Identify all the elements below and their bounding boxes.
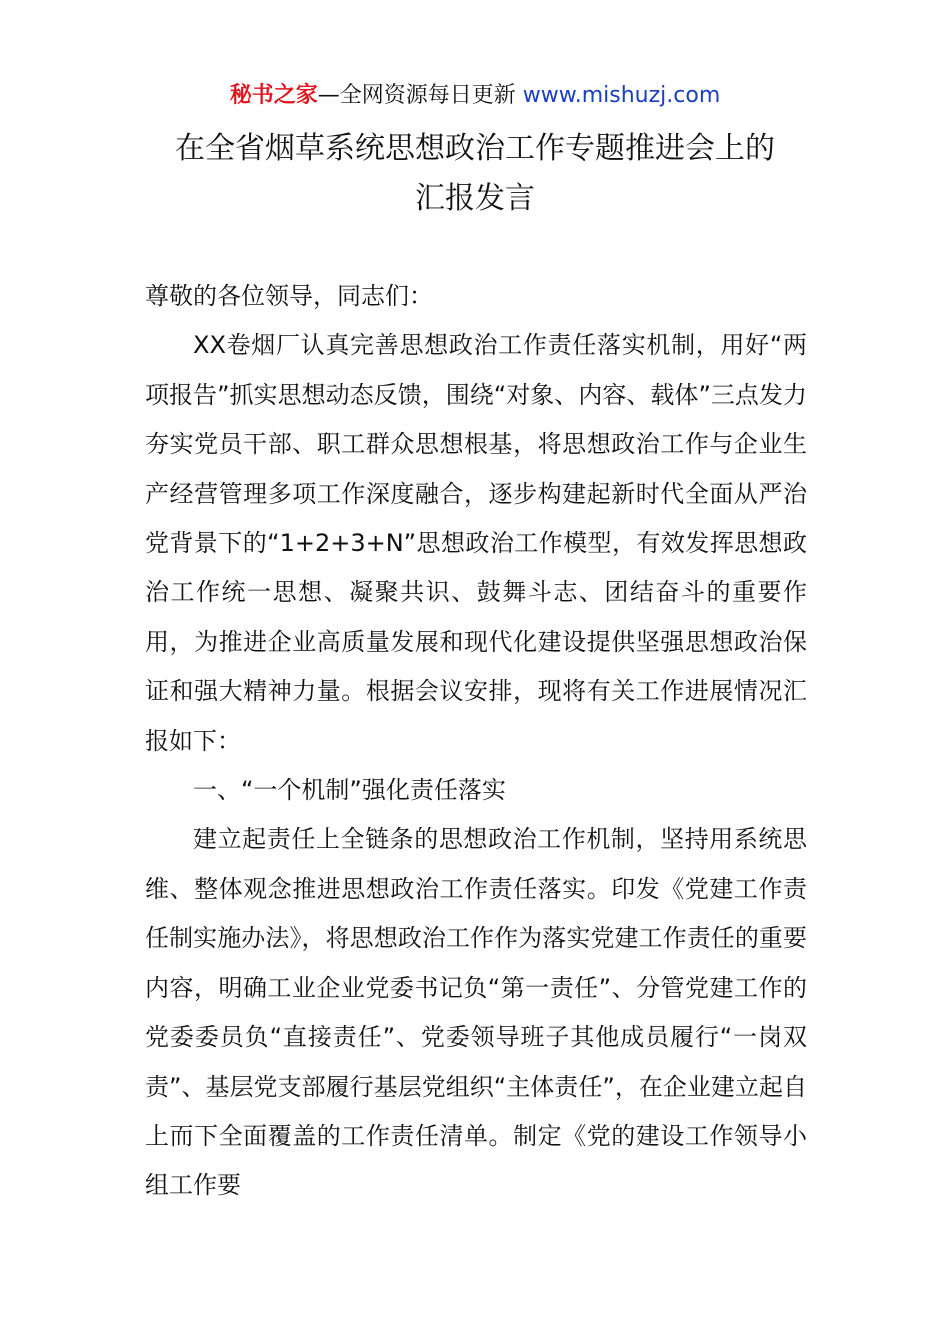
document-title	[0, 124, 950, 224]
document-body	[145, 272, 807, 1211]
banner-slogan: —全网资源每日更新	[317, 83, 516, 108]
site-banner	[0, 80, 950, 112]
salutation: 尊敬的各位领导，同志们：	[145, 282, 433, 310]
paragraph-intro: XX卷烟厂认真完善思想政治工作责任落实机制，用好“两项报告”抓实思想动态反馈，围绕“对象、内容、载体”三点发力夯实党员干部、职工群众思想根基，将思想政治工作与企业生产经营管理多项工作深度融合，逐步构建起新时代全面从严治党背景下的“1+2+3+N”思想政治工作模型，有效发挥思想政治工作统一思想、凝聚共识、鼓舞斗志、团结奋斗的重要作用，为推进企业高质量发展和现代化建设提供坚强思想政治保证和强大精神力量。根据会议安排，现将有关工作进展情况汇报如下：	[145, 331, 807, 755]
section-heading-1: 一、“一个机制”强化责任落实	[193, 776, 506, 805]
title-line-2: 汇报发言	[415, 181, 535, 216]
paragraph-mechanism: 建立起责任上全链条的思想政治工作机制，坚持用系统思维、整体观念推进思想政治工作责任落实。印发《党建工作责任制实施办法》，将思想政治工作作为落实党建工作责任的重要内容，明确工业企业党委书记负“第一责任”、分管党建工作的党委委员负“直接责任”、党委领导班子其他成员履行“一岗双责”、基层党支部履行基层党组织“主体责任”，在企业建立起自上而下全面覆盖的工作责任清单。制定《党的建设工作领导小组工作要	[145, 825, 807, 1200]
brand-name: 秘书之家	[229, 83, 318, 108]
site-url-link[interactable]: www.mishuzj.com	[522, 83, 721, 108]
title-line-1: 在全省烟草系统思想政治工作专题推进会上的	[175, 131, 775, 166]
